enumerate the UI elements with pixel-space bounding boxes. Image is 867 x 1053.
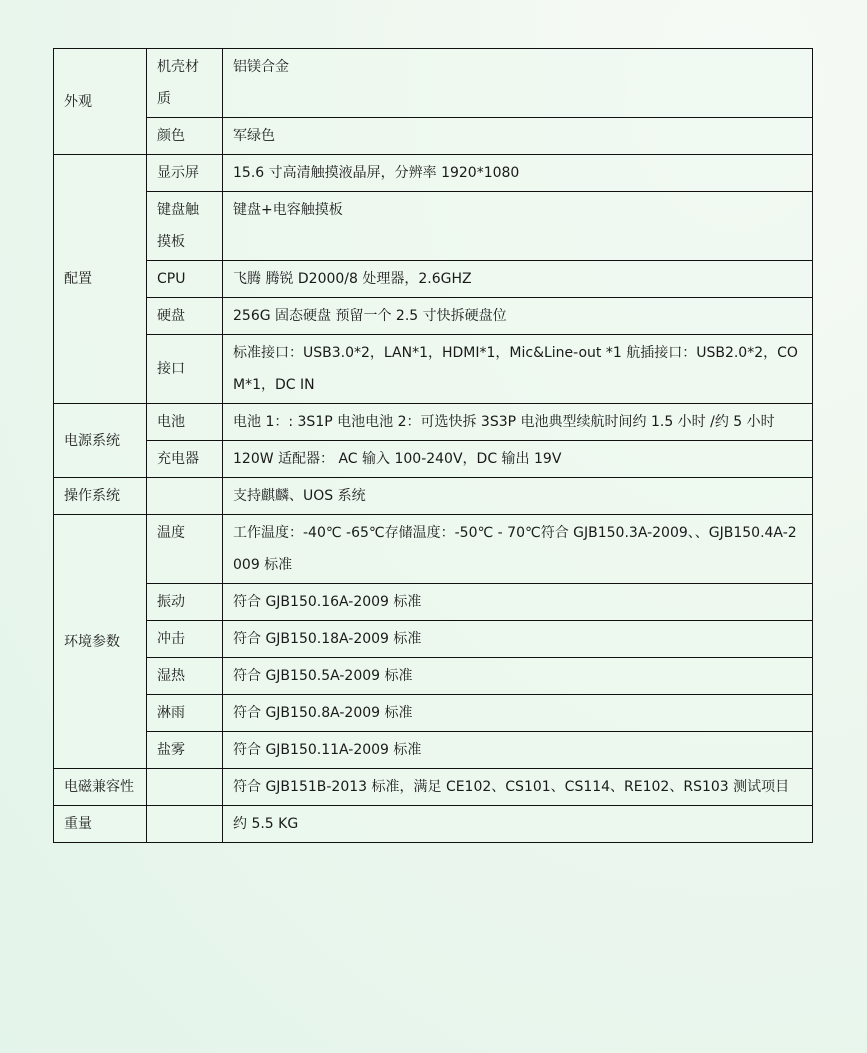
item-label: 淋雨 <box>147 695 223 732</box>
item-value: 15.6 寸高清触摸液晶屏，分辨率 1920*1080 <box>223 155 813 192</box>
table-row <box>54 298 813 335</box>
table-row <box>54 192 813 261</box>
table-row <box>54 584 813 621</box>
table-row <box>54 658 813 695</box>
item-value: 符合 GJB150.18A-2009 标准 <box>223 621 813 658</box>
category-environment: 环境参数 <box>54 515 147 769</box>
item-value: 工作温度：-40℃ -65℃存储温度：-50℃ - 70℃符合 GJB150.3A-2009、、GJB150.4A-2009 标准 <box>223 515 813 584</box>
spec-table <box>53 48 813 843</box>
item-value: 符合 GJB150.16A-2009 标准 <box>223 584 813 621</box>
item-value: 电池 1：: 3S1P 电池电池 2：可选快拆 3S3P 电池典型续航时间约 1.5 小时 /约 5 小时 <box>223 404 813 441</box>
table-row <box>54 621 813 658</box>
item-value: 120W 适配器： AC 输入 100-240V，DC 输出 19V <box>223 441 813 478</box>
table-row <box>54 515 813 584</box>
item-label: 键盘触摸板 <box>147 192 223 261</box>
item-label <box>147 478 223 515</box>
item-value: 军绿色 <box>223 118 813 155</box>
item-label: 振动 <box>147 584 223 621</box>
category-os: 操作系统 <box>54 478 147 515</box>
item-label: CPU <box>147 261 223 298</box>
item-value: 铝镁合金 <box>223 49 813 118</box>
category-emc: 电磁兼容性 <box>54 769 147 806</box>
item-label: 接口 <box>147 335 223 404</box>
item-label: 机壳材质 <box>147 49 223 118</box>
item-label: 温度 <box>147 515 223 584</box>
spec-sheet <box>53 48 812 843</box>
table-row <box>54 261 813 298</box>
item-label: 湿热 <box>147 658 223 695</box>
item-value: 256G 固态硬盘 预留一个 2.5 寸快拆硬盘位 <box>223 298 813 335</box>
item-label: 显示屏 <box>147 155 223 192</box>
table-row <box>54 49 813 118</box>
item-label: 充电器 <box>147 441 223 478</box>
table-row <box>54 806 813 843</box>
category-appearance: 外观 <box>54 49 147 155</box>
table-row <box>54 118 813 155</box>
item-value: 约 5.5 KG <box>223 806 813 843</box>
table-row <box>54 335 813 404</box>
table-row <box>54 441 813 478</box>
item-value: 支持麒麟、UOS 系统 <box>223 478 813 515</box>
category-weight: 重量 <box>54 806 147 843</box>
item-label: 冲击 <box>147 621 223 658</box>
table-row <box>54 769 813 806</box>
item-value: 标准接口：USB3.0*2，LAN*1，HDMI*1，Mic&Line-out *1 航插接口：USB2.0*2，COM*1，DC IN <box>223 335 813 404</box>
table-row <box>54 155 813 192</box>
table-row <box>54 478 813 515</box>
item-value: 符合 GJB150.11A-2009 标准 <box>223 732 813 769</box>
category-configuration: 配置 <box>54 155 147 404</box>
item-label: 硬盘 <box>147 298 223 335</box>
item-value: 键盘+电容触摸板 <box>223 192 813 261</box>
table-row <box>54 732 813 769</box>
item-label <box>147 806 223 843</box>
item-label: 电池 <box>147 404 223 441</box>
item-label <box>147 769 223 806</box>
table-row <box>54 695 813 732</box>
item-value: 符合 GJB151B-2013 标准，满足 CE102、CS101、CS114、RE102、RS103 测试项目 <box>223 769 813 806</box>
table-row <box>54 404 813 441</box>
category-power: 电源系统 <box>54 404 147 478</box>
item-value: 符合 GJB150.8A-2009 标准 <box>223 695 813 732</box>
item-label: 颜色 <box>147 118 223 155</box>
item-label: 盐雾 <box>147 732 223 769</box>
item-value: 符合 GJB150.5A-2009 标准 <box>223 658 813 695</box>
item-value: 飞腾 腾锐 D2000/8 处理器，2.6GHZ <box>223 261 813 298</box>
